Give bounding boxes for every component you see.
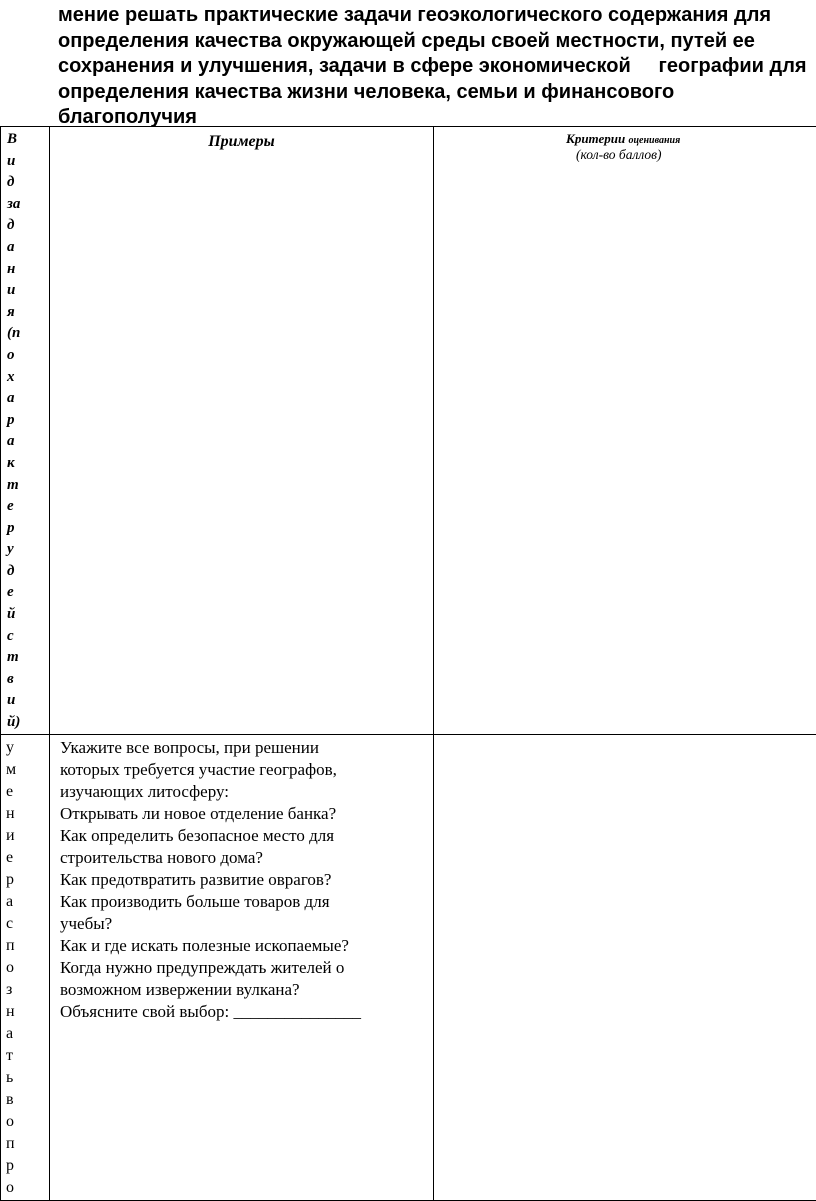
question-line: строительства нового дома? (60, 847, 433, 869)
vertical-char: и (7, 280, 49, 302)
task-type-cell (1, 734, 50, 1200)
heading (58, 3, 810, 131)
vertical-char: х (7, 367, 49, 389)
question-line: Укажите все вопросы, при решении (60, 737, 433, 759)
vertical-char: е (6, 781, 49, 803)
question-line: Как и где искать полезные ископаемые? (60, 935, 433, 957)
vertical-char: а (7, 431, 49, 453)
vertical-char: о (7, 345, 49, 367)
task-type-header (1, 127, 49, 734)
question-line: Открывать ли новое отделение банка? (60, 803, 433, 825)
vertical-char: т (7, 475, 49, 497)
heading-line: сохранения и улучшения, задачи в сфере экономической географии для (58, 54, 810, 80)
vertical-char: п (6, 1133, 49, 1155)
vertical-char: с (7, 626, 49, 648)
vertical-char: и (7, 690, 49, 712)
question-line: возможном извержении вулкана? (60, 979, 433, 1001)
vertical-char: я (7, 302, 49, 324)
vertical-char: за (7, 194, 49, 216)
heading-line: благополучия (58, 105, 810, 131)
criteria-header-bold: Критерии (566, 131, 625, 146)
question-text (50, 735, 433, 1023)
vertical-char: р (6, 1155, 49, 1177)
vertical-char: д (7, 172, 49, 194)
vertical-char: (п (7, 323, 49, 345)
vertical-char: в (6, 1089, 49, 1111)
heading-line: мение решать практические задачи геоэкологического содержания для (58, 3, 810, 29)
vertical-char: р (7, 410, 49, 432)
question-line: Как производить больше товаров для (60, 891, 433, 913)
vertical-char: в (7, 669, 49, 691)
vertical-char: т (7, 647, 49, 669)
vertical-char: у (6, 737, 49, 759)
criteria-header-sub: (кол-во баллов) (566, 147, 816, 163)
vertical-char: В (7, 129, 49, 151)
vertical-char: е (7, 496, 49, 518)
vertical-char: з (6, 979, 49, 1001)
vertical-char: а (7, 388, 49, 410)
vertical-char: с (6, 913, 49, 935)
criteria-header-cell (434, 127, 816, 735)
examples-cell (50, 734, 434, 1200)
question-line: Как предотвратить развитие оврагов? (60, 869, 433, 891)
table-row (1, 734, 816, 1200)
question-line: Как определить безопасное место для (60, 825, 433, 847)
vertical-char: о (6, 957, 49, 979)
question-line: учебы? (60, 913, 433, 935)
vertical-char: д (7, 561, 49, 583)
question-line: Когда нужно предупреждать жителей о (60, 957, 433, 979)
vertical-char: м (6, 759, 49, 781)
question-line: Объясните свой выбор: _______________ (60, 1001, 433, 1023)
vertical-char: ь (6, 1067, 49, 1089)
vertical-char: т (6, 1045, 49, 1067)
vertical-char: е (6, 847, 49, 869)
vertical-char: д (7, 215, 49, 237)
vertical-char: р (6, 869, 49, 891)
vertical-char: р (7, 518, 49, 540)
criteria-header (434, 131, 816, 163)
vertical-char: и (6, 825, 49, 847)
criteria-header-small: оценивания (628, 135, 680, 146)
vertical-char: й (7, 604, 49, 626)
heading-line: определения качества жизни человека, семьи и финансового (58, 80, 810, 106)
criteria-cell (434, 734, 816, 1200)
vertical-char: о (6, 1111, 49, 1133)
vertical-char: н (7, 259, 49, 281)
examples-header: Примеры (50, 133, 433, 151)
vertical-char: о (6, 1177, 49, 1199)
vertical-char: и (7, 151, 49, 173)
vertical-char: к (7, 453, 49, 475)
vertical-char: н (6, 1001, 49, 1023)
task-type-text (1, 735, 49, 1199)
vertical-char: е (7, 582, 49, 604)
heading-line: определения качества окружающей среды своей местности, путей ее (58, 29, 810, 55)
vertical-char: н (6, 803, 49, 825)
question-line: которых требуется участие географов, (60, 759, 433, 781)
vertical-char: у (7, 539, 49, 561)
vertical-char: п (6, 935, 49, 957)
vertical-char: й) (7, 712, 49, 734)
question-line: изучающих литосферу: (60, 781, 433, 803)
vertical-char: а (7, 237, 49, 259)
vertical-char: а (6, 1023, 49, 1045)
vertical-char: а (6, 891, 49, 913)
tasks-table (0, 126, 816, 1201)
task-type-header-cell (1, 127, 50, 735)
examples-header-cell (50, 127, 434, 735)
table-header-row (1, 127, 816, 735)
